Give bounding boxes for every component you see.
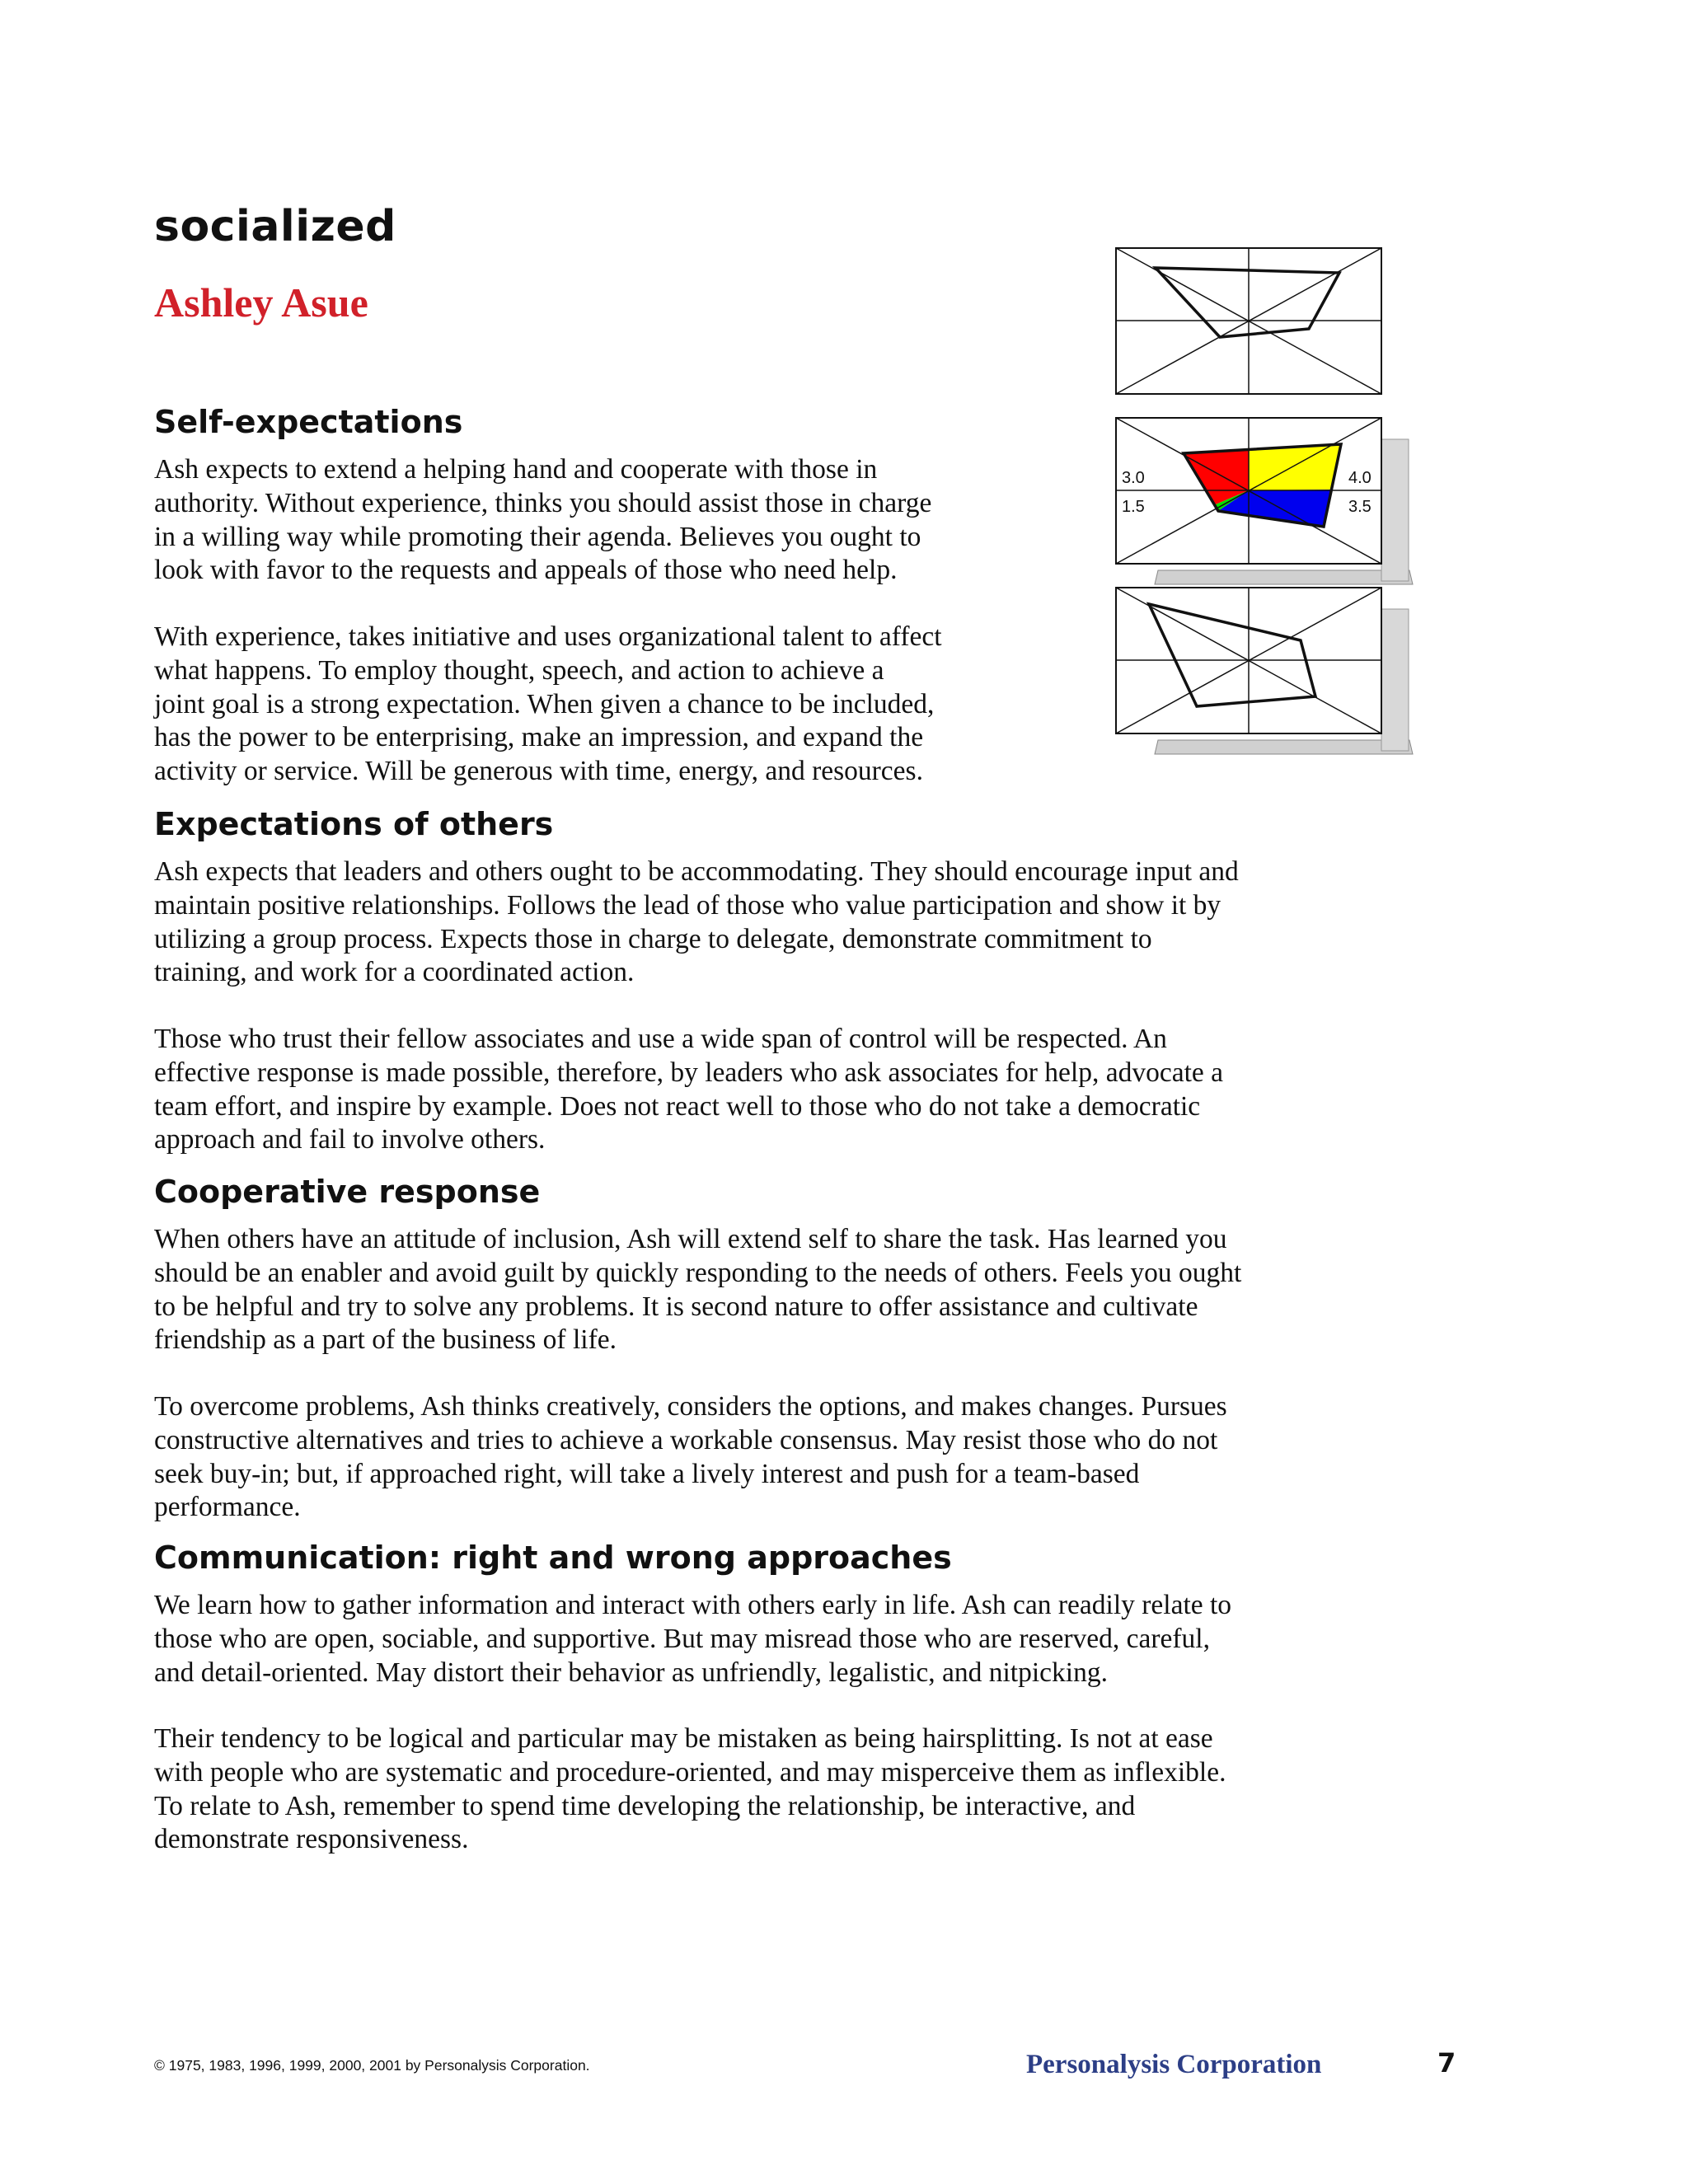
text-line: To overcome problems, Ash thinks creatively, considers the options, and makes changes. Pursues	[154, 1391, 1227, 1422]
text-line: With experience, takes initiative and uses organizational talent to affect	[154, 621, 942, 652]
chart-label-top-left: 3.0	[1122, 469, 1145, 487]
text-line: effective response is made possible, therefore, by leaders who ask associates for help, advocate a	[154, 1057, 1224, 1088]
chart-middle-shadow-side	[1381, 439, 1409, 581]
profile-charts	[1113, 243, 1426, 762]
heading-cooperative-response: Cooperative response	[154, 1174, 541, 1210]
para-self-expectations-2	[154, 621, 1061, 789]
text-line: To relate to Ash, remember to spend time developing the relationship, be interactive, and	[154, 1790, 1136, 1821]
page-number: 7	[1437, 2047, 1456, 2079]
text-line: in a willing way while promoting their agenda. Believes you ought to	[154, 521, 921, 552]
heading-self-expectations: Self-expectations	[154, 404, 463, 440]
text-line: what happens. To employ thought, speech, and action to achieve a	[154, 654, 884, 686]
para-cooperative-response-1	[154, 1223, 1423, 1357]
company-name: Personalysis Corporation	[1026, 2050, 1322, 2079]
chart-top	[1116, 248, 1381, 394]
text-line: joint goal is a strong expectation. When given a chance to be included,	[154, 688, 935, 719]
text-line: team effort, and inspire by example. Does not react well to those who do not take a democratic	[154, 1090, 1201, 1122]
text-line: demonstrate responsiveness.	[154, 1824, 469, 1855]
text-line: those who are open, sociable, and supportive. But may misread those who are reserved, careful,	[154, 1623, 1210, 1654]
chart-bottom-shadow-bottom	[1155, 740, 1413, 754]
chart-middle	[1116, 418, 1413, 584]
text-line: Those who trust their fellow associates and use a wide span of control will be respected. An	[154, 1024, 1167, 1054]
chart-middle-shadow-bottom	[1155, 570, 1413, 584]
text-line: seek buy-in; but, if approached right, will take a lively interest and push for a team-based	[154, 1458, 1140, 1489]
text-line: activity or service. Will be generous with time, energy, and resources.	[154, 756, 923, 787]
text-line: and detail-oriented. May distort their behavior as unfriendly, legalistic, and nitpicking.	[154, 1657, 1108, 1688]
heading-communication: Communication: right and wrong approaches	[154, 1540, 952, 1576]
text-line: constructive alternatives and tries to achieve a workable consensus. May resist those who do not	[154, 1424, 1218, 1455]
chart-label-bottom-left: 1.5	[1122, 498, 1145, 516]
text-line: We learn how to gather information and interact with others early in life. Ash can readily relate to	[154, 1590, 1232, 1620]
text-line: training, and work for a coordinated action.	[154, 957, 635, 988]
text-line: performance.	[154, 1492, 301, 1523]
chart-bottom	[1116, 588, 1413, 754]
text-line: with people who are systematic and procedure-oriented, and may misperceive them as inflexible.	[154, 1756, 1226, 1788]
person-name: Ashley Asue	[154, 279, 368, 326]
para-communication-1	[154, 1589, 1423, 1690]
chart-bottom-shadow-side	[1381, 609, 1409, 751]
para-expectations-of-others-2	[154, 1023, 1423, 1157]
copyright-notice: © 1975, 1983, 1996, 1999, 2000, 2001 by Personalysis Corporation.	[154, 2057, 590, 2074]
heading-expectations-of-others: Expectations of others	[154, 806, 554, 842]
para-self-expectations-1	[154, 453, 1061, 588]
text-line: When others have an attitude of inclusion, Ash will extend self to share the task. Has learned you	[154, 1224, 1227, 1254]
text-line: should be an enabler and avoid guilt by quickly responding to the needs of others. Feels you ought	[154, 1257, 1242, 1288]
text-line: friendship as a part of the business of life.	[154, 1324, 617, 1356]
text-line: approach and fail to involve others.	[154, 1124, 546, 1155]
text-line: look with favor to the requests and appeals of those who need help.	[154, 555, 898, 586]
chart-label-top-right: 4.0	[1348, 469, 1372, 487]
text-line: to be helpful and try to solve any problems. It is second nature to offer assistance and cultivate	[154, 1291, 1198, 1322]
para-cooperative-response-2	[154, 1390, 1423, 1525]
text-line: maintain positive relationships. Follows the lead of those who value participation and show it by	[154, 889, 1221, 921]
para-expectations-of-others-1	[154, 855, 1423, 990]
page-title: socialized	[154, 202, 396, 251]
text-line: authority. Without experience, thinks you should assist those in charge	[154, 487, 932, 518]
text-line: utilizing a group process. Expects those in charge to delegate, demonstrate commitment to	[154, 923, 1152, 954]
text-line: Ash expects to extend a helping hand and cooperate with those in	[154, 454, 878, 485]
text-line: Ash expects that leaders and others ought to be accommodating. They should encourage input and	[154, 856, 1239, 887]
para-communication-2	[154, 1722, 1423, 1857]
chart-label-bottom-right: 3.5	[1348, 498, 1372, 516]
text-line: has the power to be enterprising, make an impression, and expand the	[154, 722, 924, 753]
text-line: Their tendency to be logical and particular may be mistaken as being hairsplitting. Is not at ease	[154, 1723, 1213, 1754]
